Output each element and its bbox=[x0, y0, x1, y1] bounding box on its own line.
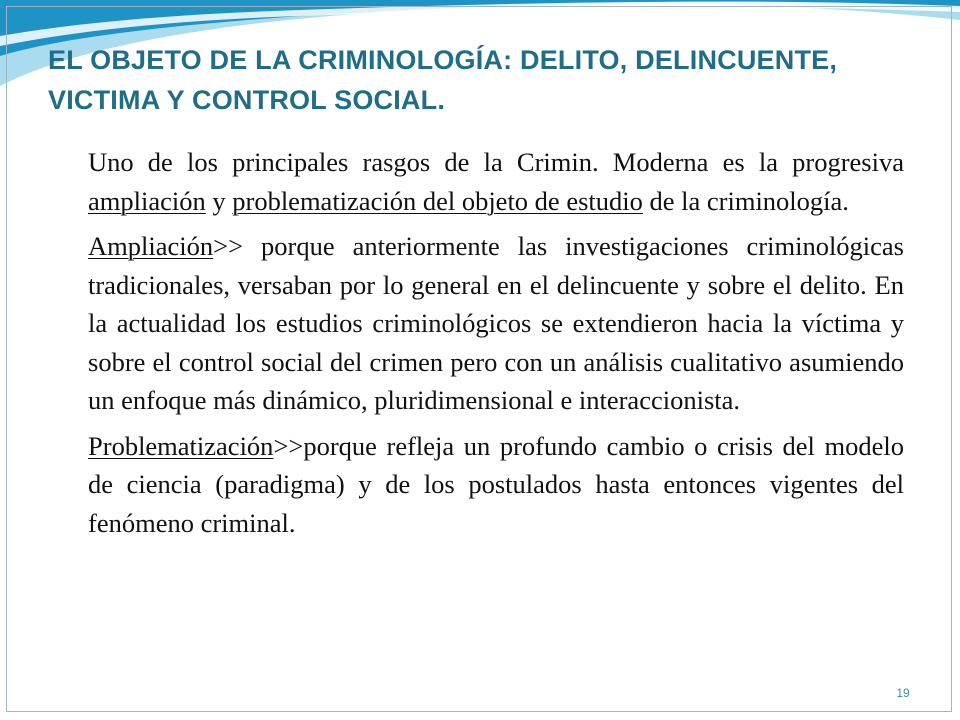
page-number: 19 bbox=[896, 686, 910, 700]
paragraph-problematizacion bbox=[88, 427, 904, 543]
intro-text-c: de la criminología. bbox=[642, 185, 849, 216]
slide-title: EL OBJETO DE LA CRIMINOLOGÍA: DELITO, DELINCUENTE, VICTIMA Y CONTROL SOCIAL. bbox=[48, 45, 838, 115]
paragraph-intro bbox=[88, 143, 904, 220]
intro-underlined-ampliacion: ampliación bbox=[88, 185, 206, 216]
intro-text-a: Uno de los principales rasgos de la Crimin. Moderna es la progresiva bbox=[88, 147, 904, 177]
intro-text-b: y bbox=[205, 185, 233, 216]
paragraph-ampliacion bbox=[88, 227, 904, 420]
problematizacion-text: >>porque refleja un profundo cambio o crisis del modelo de ciencia (paradigma) y de los postulados hasta entonces vigentes del fenómeno criminal. bbox=[88, 430, 904, 538]
slide-body bbox=[88, 143, 904, 549]
ampliacion-term: Ampliación bbox=[88, 231, 214, 261]
problematizacion-term: Problematización bbox=[88, 430, 274, 461]
intro-underlined-problematizacion: problematización del objeto de estudio bbox=[232, 185, 643, 216]
ampliacion-text: >> porque anteriormente las investigaciones criminológicas tradicionales, versaban por lo general en el delincuente y sobre el delito. En la actualidad los estudios criminológicos se extendieron hacia la víctima y sobre el control social del crimen pero con un análisis cualitativo asumiendo un enfoque más dinámico, pluridimensional e interaccionista. bbox=[88, 231, 904, 415]
